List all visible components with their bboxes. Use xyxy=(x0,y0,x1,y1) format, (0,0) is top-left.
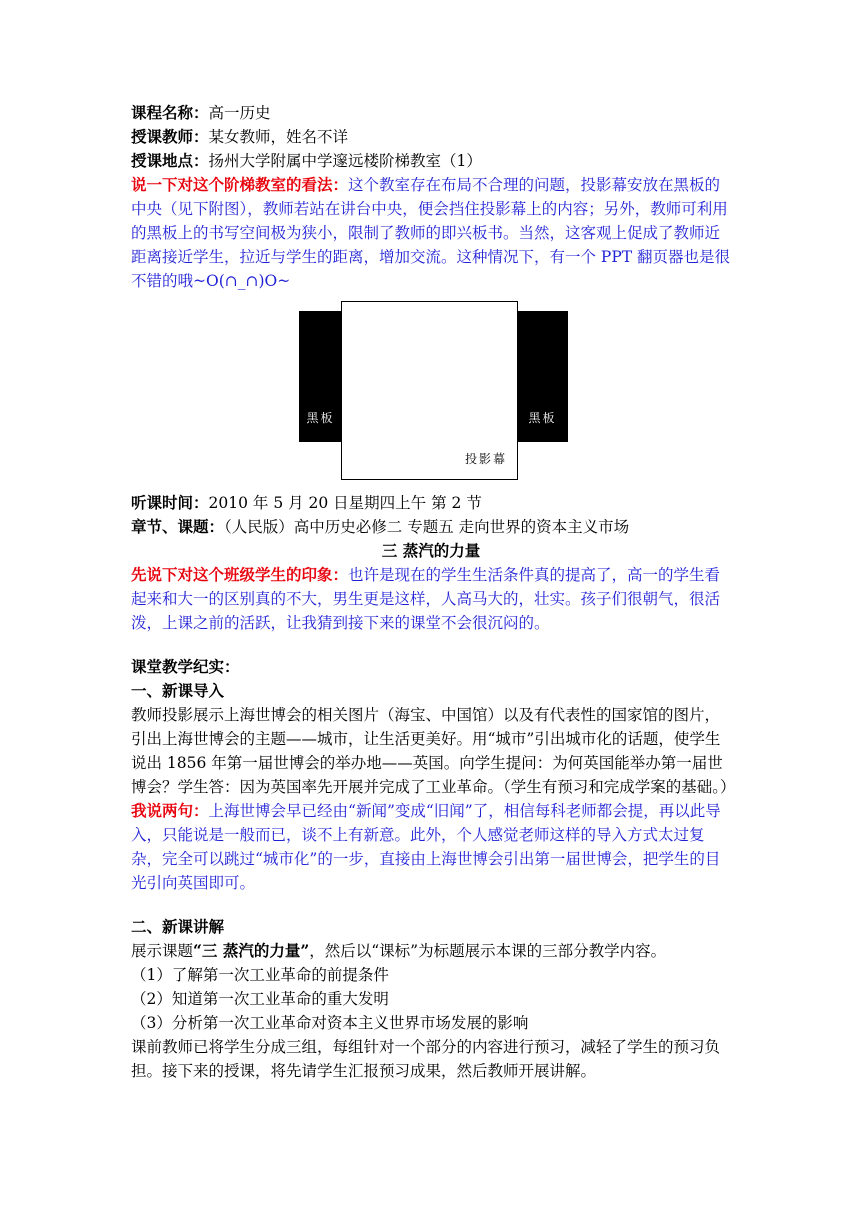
teacher-line xyxy=(131,125,731,149)
chapter-line xyxy=(131,515,731,539)
course-line xyxy=(131,101,731,125)
section2-intro-c: ，然后以“课标”为标题展示本课的三部分教学内容。 xyxy=(309,942,667,960)
section2-intro xyxy=(131,939,731,963)
intro-comment xyxy=(131,799,731,895)
course-label: 课程名称： xyxy=(131,103,209,122)
classroom-diagram xyxy=(131,301,731,491)
teacher-value: 某女教师，姓名不详 xyxy=(208,128,349,146)
intro-comment-text: 上海世博会早已经由“新闻”变成“旧闻”了，相信每科老师都会提，再以此导入，只能说是一般而已，谈不上有新意。此外，个人感觉老师这样的导入方式太过复杂，完全可以跳过“城市化”的一步，直接由上海世博会引出第一届世博会，把学生的目光引向英国即可。 xyxy=(131,802,721,892)
location-value: 扬州大学附属中学邃远楼阶梯教室（1） xyxy=(208,152,482,170)
goal-item: （3）分析第一次工业革命对资本主义世界市场发展的影响 xyxy=(131,1014,529,1032)
right-blackboard-label: 黑板 xyxy=(528,411,557,425)
goal-item: （2）知道第一次工业革命的重大发明 xyxy=(131,990,389,1008)
projection-screen-label: 投影幕 xyxy=(464,452,507,466)
time-label: 听课时间： xyxy=(131,493,209,512)
chapter-value: （人民版）高中历史必修二 专题五 走向世界的资本主义市场 xyxy=(224,518,630,536)
classroom-comment xyxy=(131,173,731,293)
section1-title: 一、新课导入 xyxy=(131,681,225,700)
left-blackboard-label: 黑板 xyxy=(306,411,335,425)
chapter-label: 章节、课题： xyxy=(131,517,225,536)
section1-text: 教师投影展示上海世博会的相关图片（海宝、中国馆）以及有代表性的国家馆的图片，引出上海世博会的主题——城市，让生活更美好。用“城市”引出城市化的话题，使学生说出 1856 年第一届世博会的举办地——英国。向学生提问：为何英国能举办第一届世博会？学生答：因为英国率先开展并完成了工业革命。（学生有预习和完成学案的基础。） xyxy=(131,706,736,796)
teacher-label: 授课教师： xyxy=(131,127,209,146)
section2-intro-a: 展示课题 xyxy=(131,942,194,960)
intro-comment-label: 我说两句： xyxy=(131,801,209,820)
location-label: 授课地点： xyxy=(131,151,209,170)
document-page xyxy=(131,101,736,1083)
students-comment-text: 也许是现在的学生生活条件真的提高了，高一的学生看起来和大一的区别真的不大，男生更是这样，人高马大的，壮实。孩子们很朝气，很活泼，上课之前的活跃，让我猜到接下来的课堂不会很沉闷的。 xyxy=(131,566,721,632)
section2-text: 课前教师已将学生分成三组，每组针对一个部分的内容进行预习，减轻了学生的预习负担。接下来的授课，将先请学生汇报预习成果，然后教师开展讲解。 xyxy=(131,1038,721,1080)
lesson-title: 三 蒸汽的力量 xyxy=(381,541,481,560)
students-comment xyxy=(131,563,731,635)
students-comment-label: 先说下对这个班级学生的印象： xyxy=(131,565,349,584)
section2-title: 二、新课讲解 xyxy=(131,917,225,936)
record-heading: 课堂教学纪实： xyxy=(131,657,240,676)
time-line xyxy=(131,491,731,515)
right-blackboard xyxy=(517,311,568,442)
classroom-comment-text: 这个教室存在布局不合理的问题，投影幕安放在黑板的中央（见下附图），教师若站在讲台中央，便会挡住投影幕上的内容；另外，教师可利用的黑板上的书写空间极为狭小，限制了教师的即兴板书。当然，这客观上促成了教师近距离接近学生，拉近与学生的距离，增加交流。这种情况下，有一个 PPT 翻页器也是很不错的哦~O(∩_∩)O~ xyxy=(131,176,731,290)
location-line xyxy=(131,149,731,173)
course-value: 高一历史 xyxy=(208,104,271,122)
left-blackboard xyxy=(299,311,342,442)
goal-item: （1）了解第一次工业革命的前提条件 xyxy=(131,966,389,984)
section2-intro-b: “三 蒸汽的力量” xyxy=(193,941,310,960)
projection-screen xyxy=(341,301,518,480)
classroom-comment-label: 说一下对这个阶梯教室的看法： xyxy=(131,175,349,194)
time-value: 2010 年 5 月 20 日星期四上午 第 2 节 xyxy=(208,494,482,512)
